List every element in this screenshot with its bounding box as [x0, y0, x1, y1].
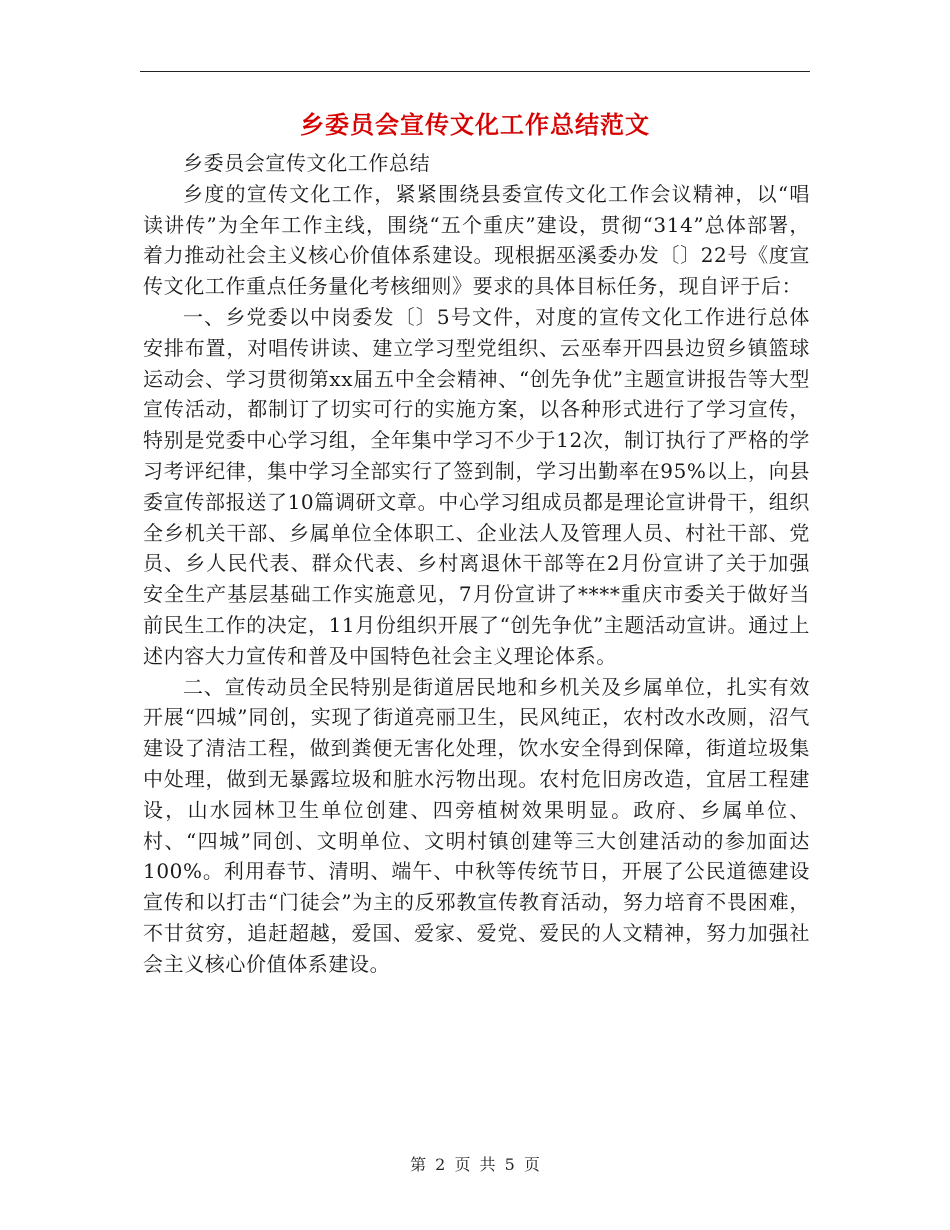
paragraph-subtitle: 乡委员会宣传文化工作总结 — [183, 151, 431, 175]
header-rule — [140, 71, 810, 72]
page-footer: 第 2 页 共 5 页 — [410, 1155, 540, 1174]
paragraph-section-1: 一、乡党委以中岗委发〔〕5号文件，对度的宣传文化工作进行总体安排布置，对唱传讲读、建立学习型党组织、云巫奉开四县边贸乡镇篮球运动会、学习贯彻第xx届五中全会精神、“创先争优”主题宣讲报告等大型宣传活动，都制订了切实可行的实施方案，以各种形式进行了学习宣传，特别是党委中心学习组，全年集中学习不少于12次，制订执行了严格的学习考评纪律，集中学习全部实行了签到制，学习出勤率在95%以上，向县委宣传部报送了10篇调研文章。中心学习组成员都是理论宣讲骨干，组织全乡机关干部、乡属单位全体职工、企业法人及管理人员、村社干部、党员、乡人民代表、群众代表、乡村离退休干部等在2月份宣讲了关于加强安全生产基层基础工作实施意见，7月份宣讲了****重庆市委关于做好当前民生工作的决定，11月份组织开展了“创先争优”主题活动宣讲。通过上述内容大力宣传和普及中国特色社会主义理论体系。 — [143, 304, 810, 668]
paragraph-section-2: 二、宣传动员全民特别是街道居民地和乡机关及乡属单位，扎实有效开展“四城”同创，实现了街道亮丽卫生，民风纯正，农村改水改厕，沼气建设了清洁工程，做到粪便无害化处理，饮水安全得到保障，街道垃圾集中处理，做到无暴露垃圾和脏水污物出现。农村危旧房改造，宜居工程建设，山水园林卫生单位创建、四旁植树效果明显。政府、乡属单位、村、“四城”同创、文明单位、文明村镇创建等三大创建活动的参加面达100%。利用春节、清明、端午、中秋等传统节日，开展了公民道德建设宣传和以打击“门徒会”为主的反邪教宣传教育活动，努力培育不畏困难，不甘贫穷，追赶超越，爱国、爱家、爱党、爱民的人文精神，努力加强社会主义核心价值体系建设。 — [143, 674, 810, 976]
paragraph-intro: 乡度的宣传文化工作，紧紧围绕县委宣传文化工作会议精神，以“唱读讲传”为全年工作主线，围绕“五个重庆”建设，贯彻“314”总体部署，着力推动社会主义核心价值体系建设。现根据巫溪委办发〔〕22号《度宣传文化工作重点任务量化考核细则》要求的具体目标任务，现自评于后： — [143, 181, 810, 299]
document-title: 乡委员会宣传文化工作总结范文 — [300, 110, 650, 139]
document-body — [143, 148, 810, 980]
